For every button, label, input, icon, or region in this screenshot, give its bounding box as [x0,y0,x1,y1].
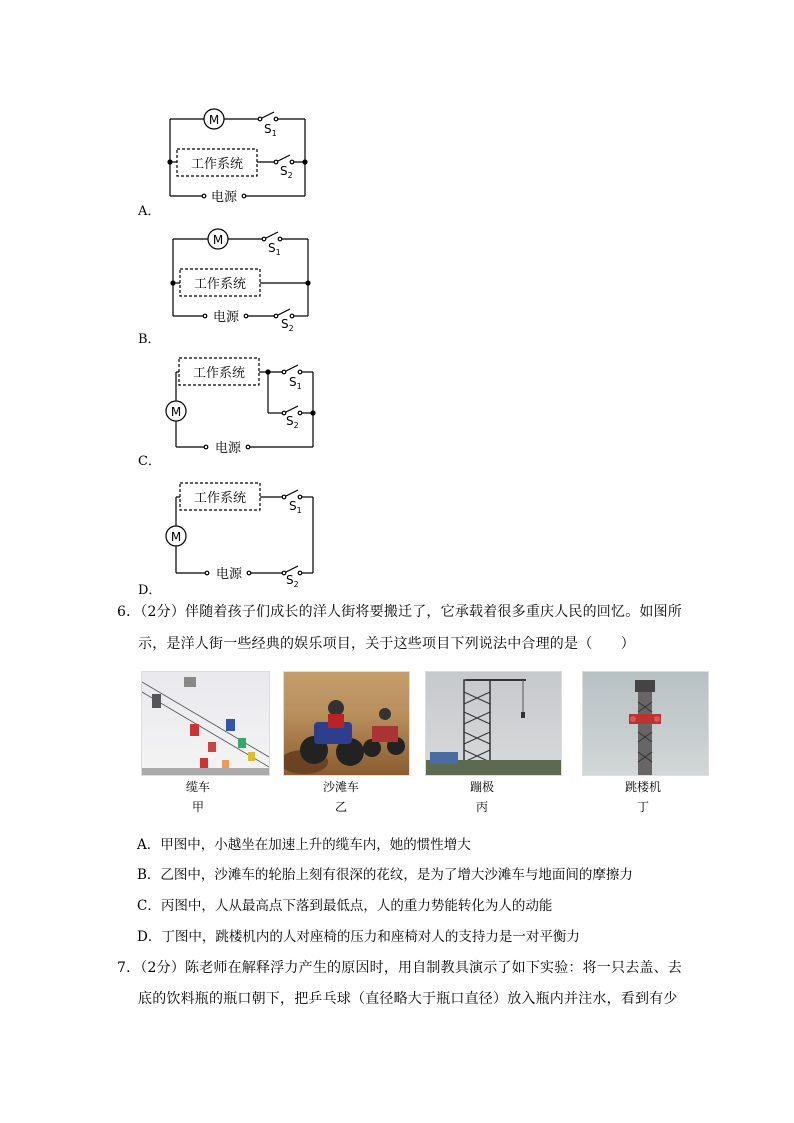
switch-s1-label: $S_1$ [268,241,281,257]
question-7-line-1: 7．（2分）陈老师在解释浮力产生的原因时，用自制教具演示了如下实验：将一只去盖、去 [117,960,683,976]
caption-jia: 甲 [191,800,204,814]
switch-s1-label: $S_1$ [289,375,302,391]
motor-label: M [208,113,220,127]
power-source-label: 电源 [212,310,240,325]
caption-beach-buggy: 沙滩车 [322,780,359,794]
circuit-b [171,229,310,333]
caption-cable-car: 缆车 [185,780,210,794]
work-system-label: 工作系统 [193,277,247,292]
caption-drop-tower: 跳楼机 [624,780,661,794]
motor-label: M [212,233,224,247]
question-6-line-1: 6．（2分）伴随着孩子们成长的洋人街将要搬迁了，它承载着很多重庆人民的回忆。如图所 [117,604,683,620]
power-source-label: 电源 [215,567,243,582]
option-c-label[interactable]: C． [138,454,161,469]
question-6-line-2: 示，是洋人街一些经典的娱乐项目，关于这些项目下列说法中合理的是（ ） [138,636,635,652]
bungee-tower-image [425,671,562,776]
option-d-label[interactable]: D． [138,583,162,598]
drop-tower-image [582,671,709,776]
cable-car-image [141,671,270,776]
option-b-label[interactable]: B． [138,332,161,347]
switch-s2-label: $S_2$ [281,317,294,333]
caption-yi: 乙 [334,800,347,814]
beach-buggy-image [283,671,410,776]
power-source-label: 电源 [214,441,242,456]
q6-option-b[interactable]: B．乙图中，沙滩车的轮胎上刻有很深的花纹，是为了增大沙滩车与地面间的摩擦力 [137,867,633,883]
q6-option-d[interactable]: D．丁图中，跳楼机内的人对座椅的压力和座椅对人的支持力是一对平衡力 [137,929,580,945]
q6-option-a[interactable]: A．甲图中，小越坐在加速上升的缆车内，她的惯性增大 [137,837,471,853]
circuit-c [166,358,315,456]
q6-option-c[interactable]: C．丙图中，人从最高点下落到最低点，人的重力势能转化为人的动能 [137,898,553,914]
switch-s1-label: $S_1$ [289,499,302,515]
caption-ding: 丁 [636,800,649,814]
switch-s2-label: $S_2$ [286,414,299,430]
switch-s2-label: $S_2$ [280,164,293,180]
option-a-label[interactable]: A． [138,204,161,219]
motor-label: M [170,405,182,419]
circuit-a [168,109,307,205]
caption-bing: 丙 [475,800,488,814]
caption-bungee: 蹦极 [469,780,494,794]
circuit-d [166,483,313,589]
work-system-label: 工作系统 [190,157,244,172]
work-system-label: 工作系统 [193,491,247,506]
power-source-label: 电源 [210,190,238,205]
switch-s2-label: $S_2$ [286,573,299,589]
switch-s1-label: $S_1$ [264,122,277,138]
work-system-label: 工作系统 [192,366,246,381]
question-7-line-2: 底的饮料瓶的瓶口朝下，把乒乓球（直径略大于瓶口直径）放入瓶内并注水，看到有少 [138,991,678,1007]
motor-label: M [170,530,182,544]
